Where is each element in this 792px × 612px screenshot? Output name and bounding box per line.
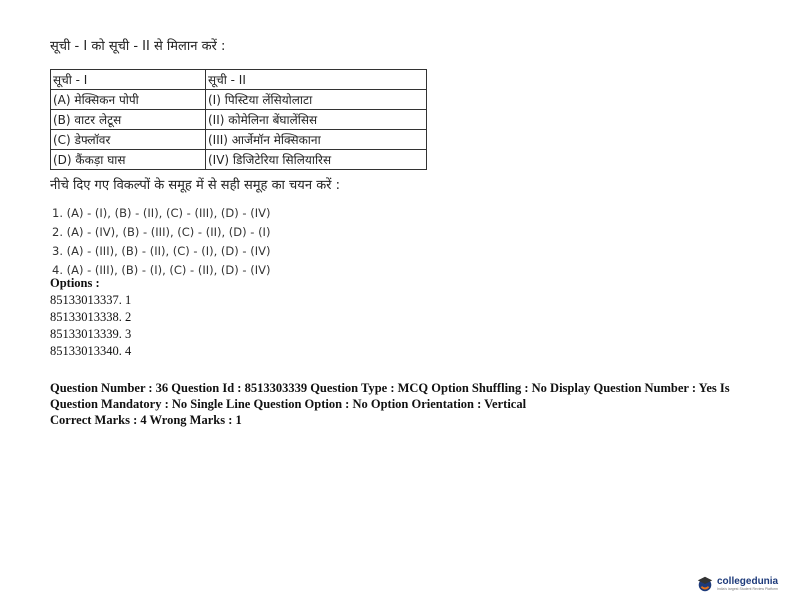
option-item: 85133013337. 1 bbox=[50, 293, 132, 307]
instruction-text: नीचे दिए गए विकल्पों के समूह में से सही समूह का चयन करें : bbox=[50, 178, 341, 193]
question-intro: सूची - I को सूची - II से मिलान करें : bbox=[50, 39, 226, 54]
table-row bbox=[51, 110, 427, 130]
option-item: 85133013338. 2 bbox=[50, 310, 132, 324]
option-item: 85133013339. 3 bbox=[50, 327, 132, 341]
table-row bbox=[51, 130, 427, 150]
table-cell: (B) वाटर लेटूस bbox=[51, 110, 206, 130]
table-header-row bbox=[51, 70, 427, 90]
logo-tagline: India's largest Student Review Platform bbox=[717, 587, 778, 591]
table-header-cell: सूची - I bbox=[51, 70, 206, 90]
table-cell: (I) पिस्टिया लेंसियोलाटा bbox=[206, 90, 427, 110]
graduation-cap-icon bbox=[696, 575, 714, 593]
match-table bbox=[50, 69, 427, 170]
logo-name: collegedunia bbox=[717, 576, 779, 587]
list-item: 2. (A) - (IV), (B) - (III), (C) - (II), (D) - (I) bbox=[52, 225, 271, 239]
table-cell: (II) कोमेलिना बेंघालेंसिस bbox=[206, 110, 427, 130]
question-metadata bbox=[50, 380, 750, 428]
options-heading: Options : bbox=[50, 276, 100, 290]
list-item: 3. (A) - (III), (B) - (II), (C) - (I), (D) - (IV) bbox=[52, 244, 271, 258]
option-item: 85133013340. 4 bbox=[50, 344, 132, 358]
table-cell: (III) आर्जेमॉन मेक्सिकाना bbox=[206, 130, 427, 150]
metadata-line: Question Mandatory : No Single Line Question Option : No Option Orientation : Vertical bbox=[50, 397, 527, 411]
metadata-line: Correct Marks : 4 Wrong Marks : 1 bbox=[50, 413, 242, 427]
choice-list bbox=[52, 204, 270, 280]
table-cell: (D) कैंकड़ा घास bbox=[51, 150, 206, 170]
metadata-line: Question Number : 36 Question Id : 8513303339 Question Type : MCQ Option Shuffling : No Display Question Number : Yes Is bbox=[50, 381, 730, 395]
table-cell: (IV) डिजिटेरिया सिलियारिस bbox=[206, 150, 427, 170]
table-row bbox=[51, 150, 427, 170]
list-item: 4. (A) - (III), (B) - (I), (C) - (II), (D) - (IV) bbox=[52, 263, 271, 277]
options-list bbox=[50, 292, 131, 360]
collegedunia-logo bbox=[696, 575, 778, 593]
list-item: 1. (A) - (I), (B) - (II), (C) - (III), (D) - (IV) bbox=[52, 206, 271, 220]
table-cell: (A) मेक्सिकन पोपी bbox=[51, 90, 206, 110]
table-header-cell: सूची - II bbox=[206, 70, 427, 90]
table-cell: (C) डेफ्लॉवर bbox=[51, 130, 206, 150]
table-row bbox=[51, 90, 427, 110]
